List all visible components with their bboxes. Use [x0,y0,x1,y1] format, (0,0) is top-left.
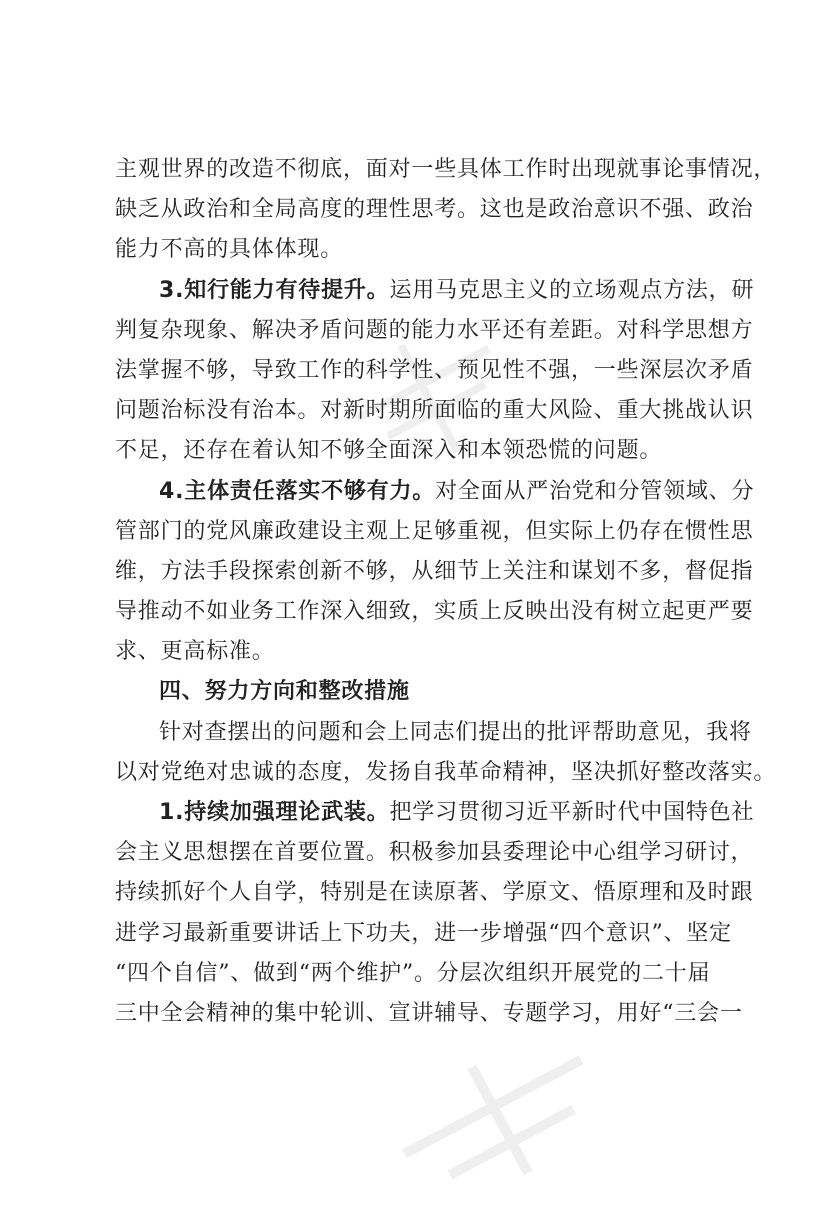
line-text: 以对党绝对忠诚的态度，发扬自我革命精神，坚决抓好整改落实。 [115,759,777,785]
bold-heading: 四、努力方向和整改措施 [159,679,410,705]
text-line [115,873,754,913]
text-line [115,552,754,592]
line-text: 对全面从严治党和分管领域、分 [435,478,755,504]
line-text: 针对查摆出的问题和会上同志们提出的批评帮助意见，我将 [159,719,752,745]
text-line [115,592,754,632]
line-text: 缺乏从政治和全局高度的理性思考。这也是政治意识不强、政治 [115,197,754,223]
text-line [115,632,735,672]
line-text: 运用马克思主义的立场观点方法，研 [389,277,755,303]
line-text: 法掌握不够，导致工作的科学性、预见性不强，一些深层次矛盾 [115,357,754,383]
bold-heading: 1.持续加强理论武装。 [159,800,390,825]
text-line [115,512,754,552]
text-line [115,713,752,753]
text-line [115,230,735,270]
text-line [115,311,754,351]
text-line [115,914,735,954]
document-body [115,150,777,1034]
text-line [115,833,754,873]
text-line [115,793,755,833]
line-text: 持续抓好个人自学，特别是在读原著、学原文、悟原理和及时跟 [115,880,754,906]
text-line [115,150,777,190]
line-text: 把学习贯彻习近平新时代中国特色社 [389,800,755,825]
watermark-mark [384,1020,617,1220]
line-text: 导推动不如业务工作深入细致，实质上反映出没有树立起更严要 [115,599,754,625]
text-line [115,391,754,431]
line-text: 不足，还存在着认知不够全面深入和本领恐慌的问题。 [115,438,663,464]
text-line [115,431,735,471]
bold-heading: 4.主体责任落实不够有力。 [159,478,436,504]
line-text: 管部门的党风廉政建设主观上足够重视，但实际上仍存在惯性思 [115,518,754,544]
text-line [115,472,755,512]
line-text: 主观世界的改造不彻底，面对一些具体工作时出现就事论事情况， [115,157,777,182]
line-text: “四个自信”、做到“两个维护”。分层次组织开展党的二十届 [115,960,711,986]
bold-heading: 3.知行能力有待提升。 [159,277,390,303]
line-text: 问题治标没有治本。对新时期所面临的重大风险、重大挑战认识 [115,398,754,424]
line-text: 维，方法手段探索创新不够，从细节上关注和谋划不多，督促指 [115,558,754,584]
text-line [115,190,754,230]
line-text: 进学习最新重要讲话上下功夫，进一步增强“四个意识”、坚定 [115,920,732,946]
line-text: 能力不高的具体体现。 [115,237,344,263]
text-line [115,271,755,311]
text-line [115,672,735,712]
text-line [115,954,735,994]
line-text: 判复杂现象、解决矛盾问题的能力水平还有差距。对科学思想方 [115,317,754,343]
line-text: 会主义思想摆在首要位置。积极参加县委理论中心组学习研讨， [115,840,754,866]
line-text: 求、更高标准。 [115,639,275,665]
line-text: 三中全会精神的集中轮训、宣讲辅导、专题学习，用好“三会一 [115,1000,743,1026]
text-line [115,753,777,793]
text-line [115,994,743,1034]
text-line [115,351,754,391]
